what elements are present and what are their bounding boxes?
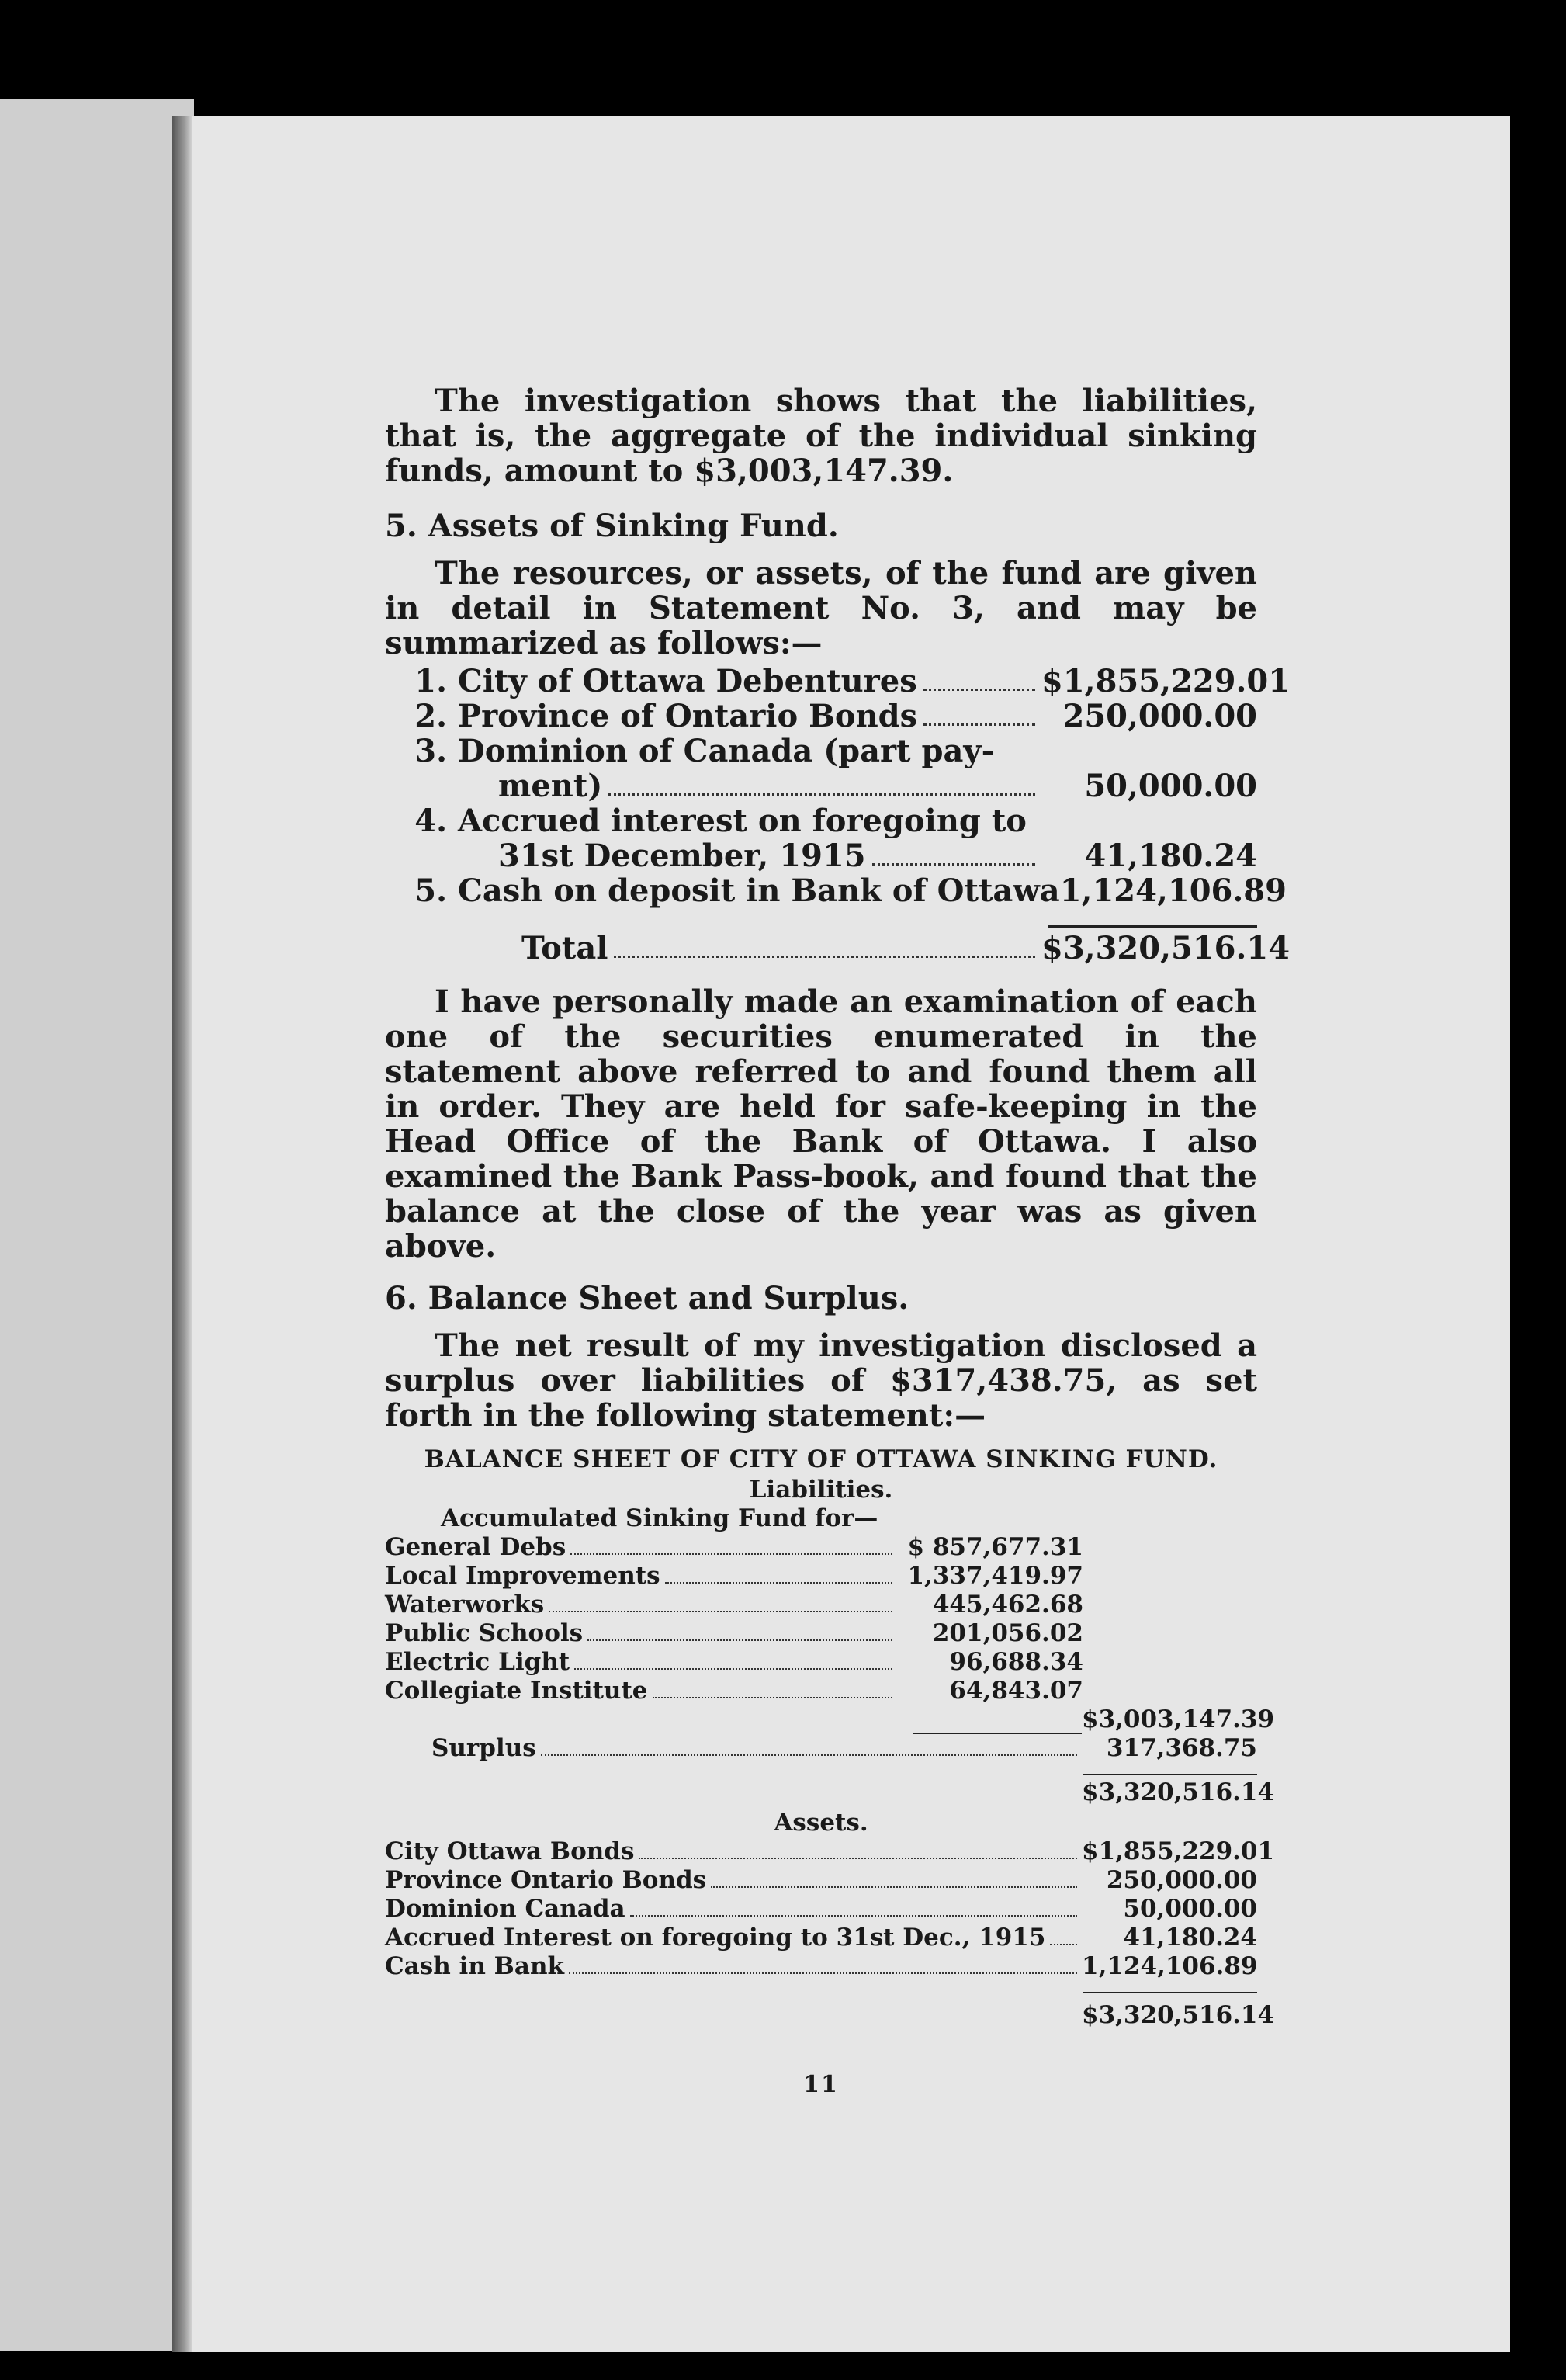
balance-sheet <box>385 1445 1275 2099</box>
asset-row: City Ottawa Bonds $1,855,229.01 <box>385 1837 1275 1865</box>
summary-item: 5. Cash on deposit in Bank of Ottawa 1,124,106.89 <box>414 873 1287 909</box>
liabilities-total-row: $3,320,516.14 <box>1082 1778 1275 1806</box>
summary-item: 3. Dominion of Canada (part pay- ment) 50,000.00 <box>414 733 1257 804</box>
section-5-heading: 5. Assets of Sinking Fund. <box>385 508 839 544</box>
examination-paragraph: I have personally made an examination of each one of the securities enumerated in the statement above referred to and found them all in order. They are held for safe-keeping in the Head Office of the Bank of Ottawa. I also examined the Bank Pass-book, and found that the balance at the close of the year was as given above. <box>385 984 1257 1265</box>
asset-row: Accrued Interest on foregoing to 31st Dec., 1915 41,180.24 <box>385 1924 1257 1952</box>
liability-row: Electric Light 96,688.34 <box>385 1648 1083 1676</box>
left-page-margin <box>0 99 194 2351</box>
page-number: 11 <box>803 2071 839 2098</box>
summary-total: Total $3,320,516.14 <box>521 930 1291 966</box>
liability-row: Collegiate Institute 64,843.07 <box>385 1677 1083 1705</box>
section-5-paragraph: The resources, or assets, of the fund are given in detail in Statement No. 3, and may be summarized as follows:— <box>385 555 1257 661</box>
intro-paragraph: The investigation shows that the liabilities, that is, the aggregate of the individual sinking funds, amount to $3,003,147.39. <box>385 383 1257 489</box>
asset-row: Province Ontario Bonds 250,000.00 <box>385 1866 1257 1894</box>
liability-row: Local Improvements 1,337,419.97 <box>385 1562 1083 1590</box>
total-rule <box>1048 925 1257 928</box>
liabilities-subtotal-row: $3,003,147.39 <box>385 1705 1257 1734</box>
summary-item: 1. City of Ottawa Debentures $1,855,229.01 <box>414 663 1291 699</box>
balance-sheet-title: BALANCE SHEET OF CITY OF OTTAWA SINKING FUND. <box>424 1445 1218 1473</box>
summary-item: 4. Accrued interest on foregoing to 31st December, 1915 41,180.24 <box>414 803 1257 874</box>
section-6-paragraph: The net result of my investigation disclosed a surplus over liabilities of $317,438.75, as set forth in the following statement:— <box>385 1327 1257 1434</box>
asset-row: Cash in Bank 1,124,106.89 <box>385 1952 1258 1980</box>
liability-row: Waterworks 445,462.68 <box>385 1591 1083 1618</box>
surplus-row: Surplus 317,368.75 <box>431 1734 1257 1762</box>
asset-row: Dominion Canada 50,000.00 <box>385 1895 1257 1923</box>
accumulated-label: Accumulated Sinking Fund for— <box>441 1504 878 1532</box>
liabilities-total-rule <box>1083 1774 1257 1775</box>
section-6-heading: 6. Balance Sheet and Surplus. <box>385 1280 909 1317</box>
assets-total-rule <box>1083 1992 1257 1993</box>
liability-row: Public Schools 201,056.02 <box>385 1619 1083 1647</box>
summary-item: 2. Province of Ontario Bonds 250,000.00 <box>414 698 1257 734</box>
assets-heading: Assets. <box>774 1809 868 1837</box>
liability-row: General Debs $ 857,677.31 <box>385 1533 1083 1561</box>
book-spine <box>172 116 192 2352</box>
assets-total-row: $3,320,516.14 <box>1082 2001 1275 2029</box>
assets-summary-list <box>385 663 1291 966</box>
page-content <box>385 383 1291 2099</box>
liabilities-heading: Liabilities. <box>749 1476 893 1504</box>
